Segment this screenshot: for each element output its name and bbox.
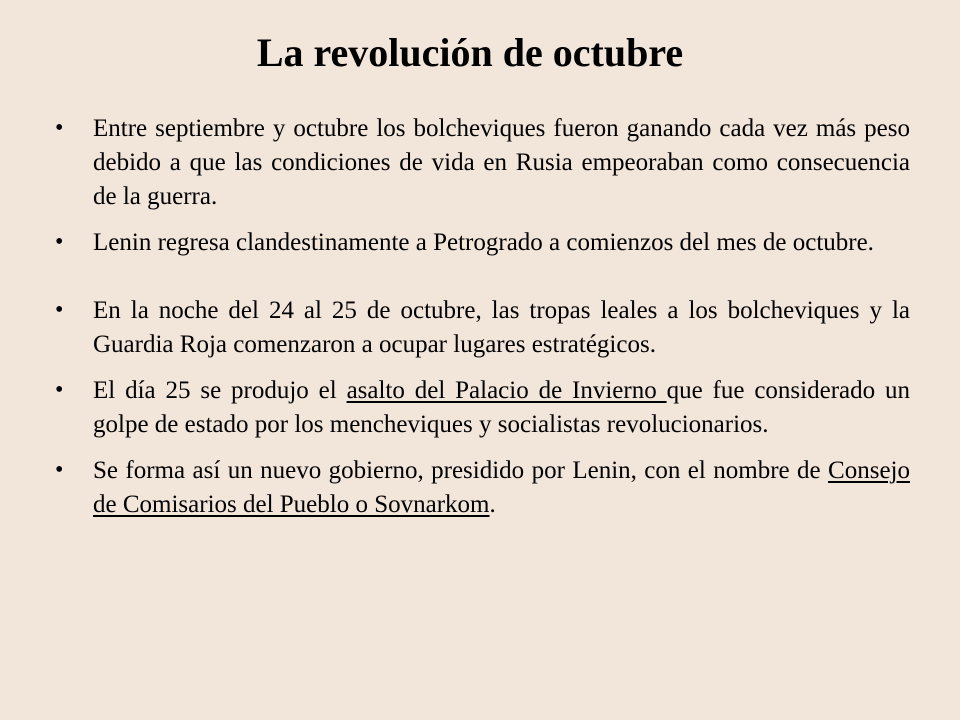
bullet-item — [55, 294, 910, 362]
slide-title: La revolución de octubre — [256, 30, 684, 75]
bullet-text: Lenin regresa clandestinamente a Petrogrado a comienzos del mes de octubre. — [93, 229, 874, 256]
bullet-item — [55, 374, 910, 442]
bullet-item — [55, 454, 910, 522]
bullet-list — [55, 112, 910, 534]
bullet-text: Entre septiembre y octubre los bolcheviques fueron ganando cada vez más peso debido a que las condiciones de vida en Rusia empeoraban como consecuencia de la guerra. — [93, 115, 910, 210]
bullet-text: que fue considerado un golpe de estado por los mencheviques y socialistas revolucionarios. — [93, 377, 910, 438]
bullet-text: El día 25 se produjo el — [93, 377, 347, 404]
bullet-text: En la noche del 24 al 25 de octubre, las tropas leales a los bolcheviques y la Guardia Roja comenzaron a ocupar lugares estratégicos. — [93, 297, 910, 358]
bullet-text: . — [489, 491, 496, 518]
hyperlink-consejo-comisarios[interactable]: Consejo de Comisarios del Pueblo o Sovnarkom — [93, 457, 910, 518]
bullet-item — [55, 226, 910, 260]
hyperlink-asalto-palacio[interactable]: asalto del Palacio de Invierno — [346, 377, 667, 404]
bullet-text: Se forma así un nuevo gobierno, presidido por Lenin, con el nombre de — [93, 457, 829, 484]
bullet-item — [55, 112, 910, 214]
